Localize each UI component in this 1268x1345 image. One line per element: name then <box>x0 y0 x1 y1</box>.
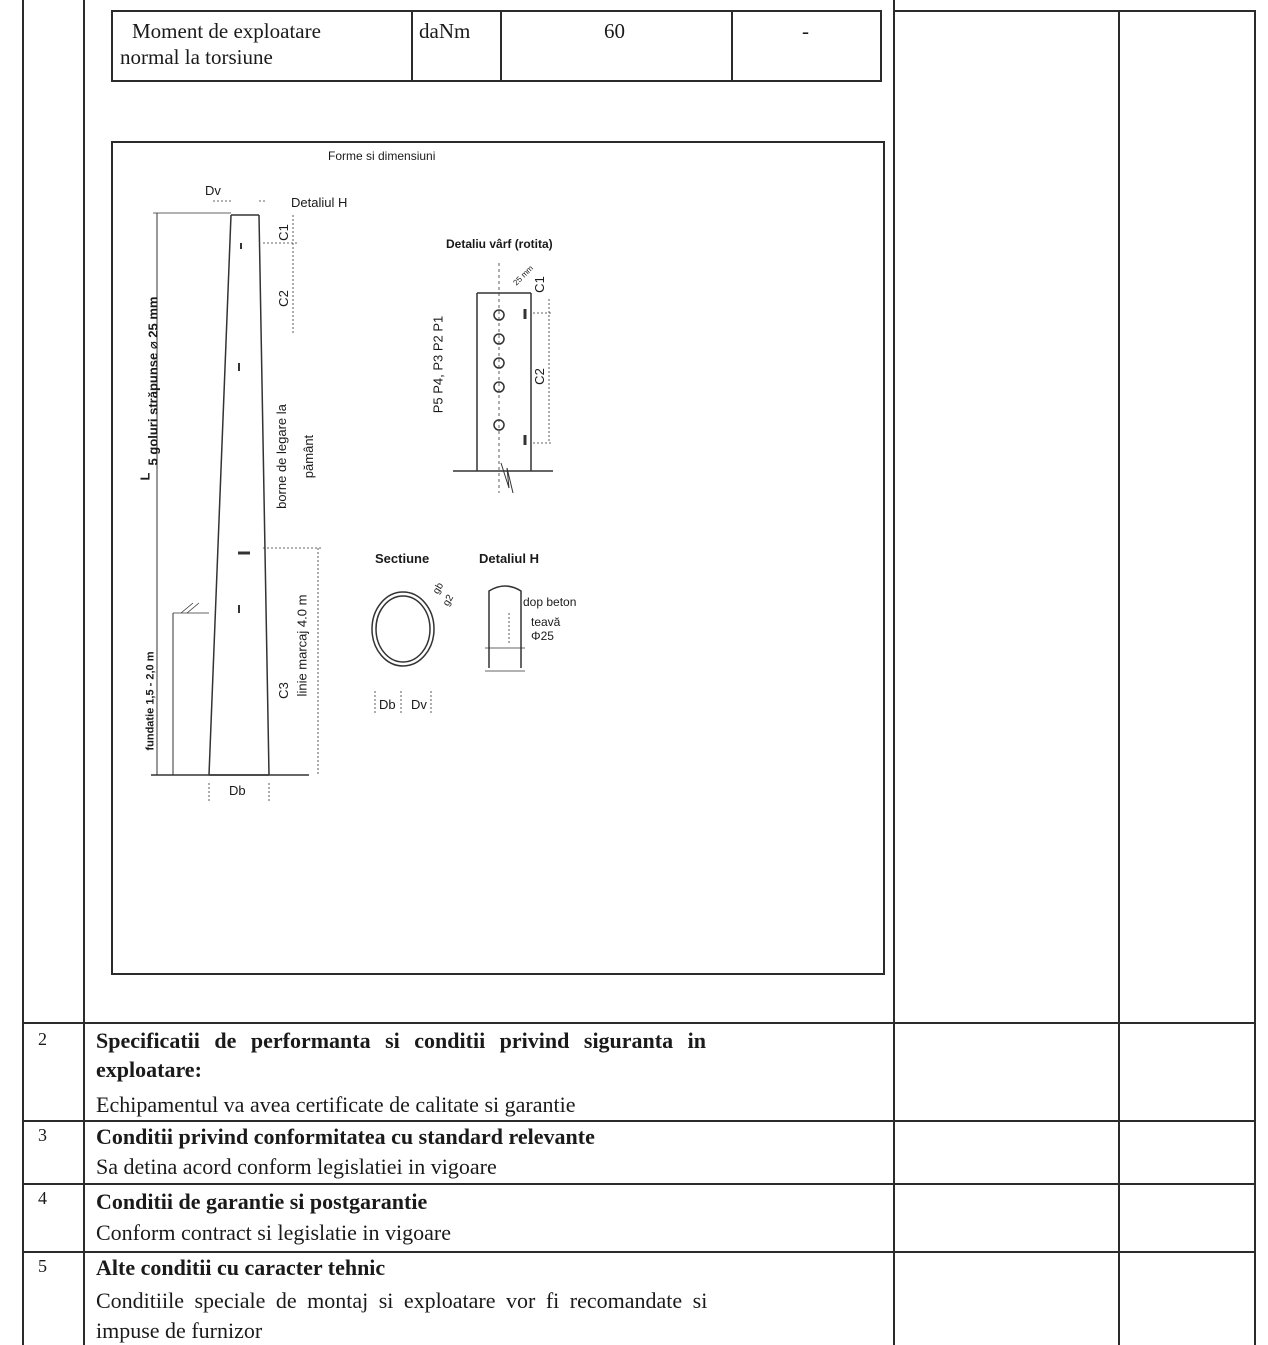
row-text: Echipamentul va avea certificate de calitate si garantie <box>96 1092 576 1117</box>
row-title-cont: exploatare: <box>96 1057 202 1082</box>
col-spec-divider <box>893 0 895 1345</box>
label-c3: C3 <box>275 682 291 699</box>
figure-title: Forme si dimensiuni <box>328 149 436 163</box>
label-c1: C1 <box>275 224 291 241</box>
label-dv-top: Dv <box>205 183 221 198</box>
label-detaliul-h: Detaliul H <box>479 551 539 566</box>
row-text: Conditiile speciale de montaj si exploatare vor fi recomandate si <box>96 1288 708 1313</box>
row-number: 5 <box>38 1256 47 1276</box>
param-unit: daNm <box>419 19 471 43</box>
label-teava: teavă <box>531 615 561 629</box>
label-phi25: Φ25 <box>531 629 554 643</box>
param-tolerance: - <box>802 19 809 43</box>
label-dop-beton: dop beton <box>523 595 577 609</box>
row-title: Conditii privind conformitatea cu standard relevante <box>96 1124 595 1149</box>
row-title: Specificatii de performanta si conditii privind siguranta in <box>96 1028 706 1053</box>
row-number: 4 <box>38 1188 47 1208</box>
label-detaliu-varf: Detaliu vârf (rotita) <box>446 237 553 251</box>
outer-right-border <box>1254 10 1256 1345</box>
label-borne: borne de legare la <box>273 404 289 509</box>
label-gv: g2 <box>441 592 457 609</box>
label-db-section: Db <box>379 697 396 712</box>
technical-drawing <box>111 141 885 975</box>
row-2-top <box>22 1022 1256 1024</box>
label-pamant: pământ <box>301 434 317 479</box>
param-name-line1: Moment de exploatare <box>132 19 321 43</box>
label-p: P5 P4, P3 P2 P1 <box>430 315 446 414</box>
col-number-divider <box>83 0 85 1345</box>
label-l: L <box>137 472 153 481</box>
col-offer-divider <box>1118 10 1120 1345</box>
row-text: Sa detina acord conform legislatiei in vigoare <box>96 1154 497 1179</box>
row-text: Conform contract si legislatie in vigoare <box>96 1220 451 1245</box>
label-c2: C2 <box>275 290 291 307</box>
row-number: 2 <box>38 1029 47 1049</box>
label-c2-detail: C2 <box>531 368 547 385</box>
row-title: Alte conditii cu caracter tehnic <box>96 1255 386 1280</box>
label-dv-section: Dv <box>411 697 427 712</box>
row-4-top <box>22 1183 1256 1185</box>
label-db-bottom: Db <box>229 783 246 798</box>
label-sectiune: Sectiune <box>375 551 430 566</box>
label-fundatie: fundatie 1,5 - 2,0 m <box>144 651 157 751</box>
row-text-cont: impuse de furnizor <box>96 1318 263 1343</box>
label-linie-marcaj: linie marcaj 4.0 m <box>294 594 310 697</box>
row-3-top <box>22 1120 1256 1122</box>
label-goluri: 5 goluri străpunse ⌀ 25 mm <box>145 296 161 466</box>
label-25mm: 25 mm <box>511 263 536 288</box>
param-name-line2: normal la torsiune <box>120 45 273 69</box>
param-value: 60 <box>604 19 625 43</box>
label-gb: gb <box>431 580 447 597</box>
row-title: Conditii de garantie si postgarantie <box>96 1189 428 1214</box>
label-c1-detail: C1 <box>531 276 547 293</box>
outer-left-border <box>22 0 24 1345</box>
label-detaliul-h-top: Detaliul H <box>291 195 348 210</box>
row-number: 3 <box>38 1125 47 1145</box>
top-border <box>893 10 1256 12</box>
row-5-top <box>22 1251 1256 1253</box>
